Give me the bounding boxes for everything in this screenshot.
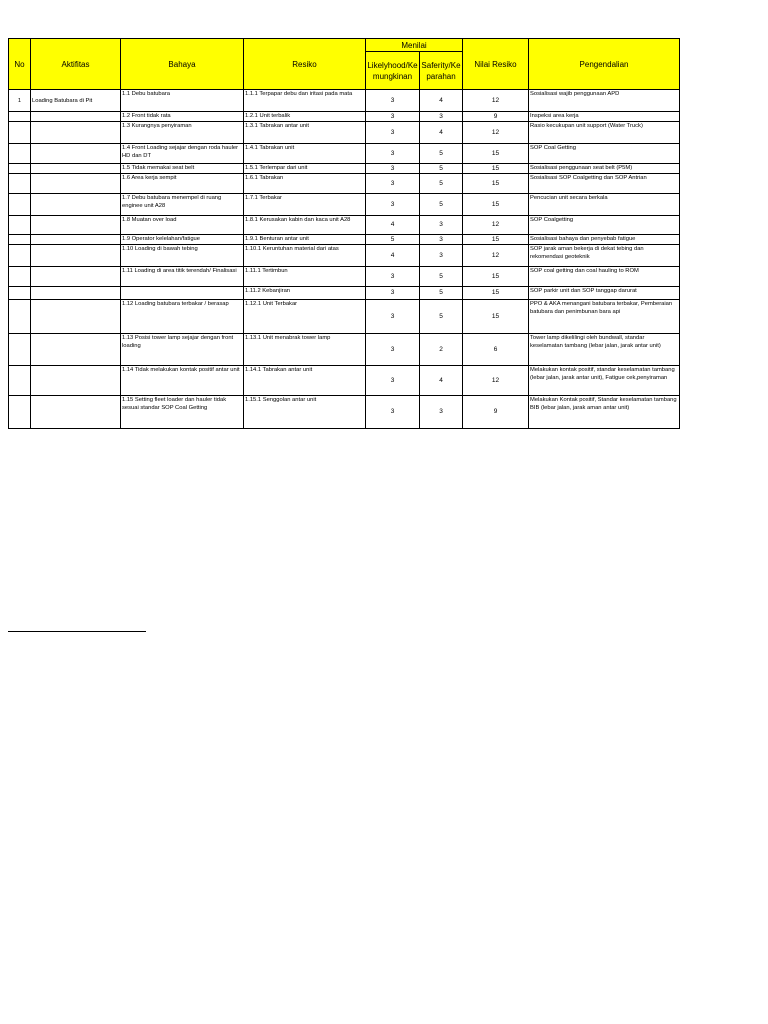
- cell-resiko: 1.14.1 Tabrakan antar unit: [244, 366, 366, 396]
- cell-aktifitas: [31, 174, 121, 194]
- cell-no: [9, 112, 31, 122]
- table-row: [9, 90, 680, 112]
- cell-pengendalian: SOP coal getting dan coal hauling to ROM: [529, 267, 680, 287]
- cell-severity: 3: [420, 216, 463, 235]
- table-body: [9, 90, 680, 429]
- cell-nilai-resiko: 15: [463, 174, 529, 194]
- cell-severity: 4: [420, 366, 463, 396]
- cell-aktifitas: [31, 366, 121, 396]
- cell-aktifitas: [31, 216, 121, 235]
- cell-likelyhood: 4: [366, 216, 420, 235]
- table-row: [9, 144, 680, 164]
- cell-resiko: 1.7.1 Terbakar: [244, 194, 366, 216]
- table-row: [9, 287, 680, 300]
- cell-resiko: 1.11.1 Tertimbun: [244, 267, 366, 287]
- cell-pengendalian: Sosialisasi SOP Coalgetting dan SOP Antrian: [529, 174, 680, 194]
- cell-aktifitas: [31, 122, 121, 144]
- cell-aktifitas: [31, 144, 121, 164]
- cell-likelyhood: 3: [366, 122, 420, 144]
- cell-severity: 3: [420, 396, 463, 429]
- cell-bahaya: 1.14 Tidak melakukan kontak positif antar unit: [121, 366, 244, 396]
- cell-nilai-resiko: 12: [463, 245, 529, 267]
- risk-assessment-table: [8, 38, 680, 429]
- cell-severity: 5: [420, 267, 463, 287]
- cell-nilai-resiko: 15: [463, 194, 529, 216]
- cell-no: [9, 164, 31, 174]
- cell-nilai-resiko: 12: [463, 90, 529, 112]
- cell-resiko: 1.8.1 Kerusakan kabin dan kaca unit A28: [244, 216, 366, 235]
- cell-bahaya: 1.6 Area kerja sempit: [121, 174, 244, 194]
- cell-likelyhood: 3: [366, 90, 420, 112]
- cell-pengendalian: SOP Coalgetting: [529, 216, 680, 235]
- table-row: [9, 122, 680, 144]
- table-row: [9, 334, 680, 366]
- cell-aktifitas: [31, 164, 121, 174]
- cell-aktifitas: [31, 245, 121, 267]
- table-row: [9, 174, 680, 194]
- cell-nilai-resiko: 15: [463, 300, 529, 334]
- table-row: [9, 267, 680, 287]
- cell-aktifitas: Loading Batubara di Pit: [31, 90, 121, 112]
- cell-severity: 3: [420, 235, 463, 245]
- header-pengendalian: Pengendalian: [529, 39, 680, 90]
- header-aktifitas: Aktifitas: [31, 39, 121, 90]
- cell-likelyhood: 3: [366, 144, 420, 164]
- table-row: [9, 396, 680, 429]
- cell-likelyhood: 3: [366, 164, 420, 174]
- cell-severity: 5: [420, 300, 463, 334]
- cell-aktifitas: [31, 267, 121, 287]
- cell-likelyhood: 5: [366, 235, 420, 245]
- cell-resiko: 1.2.1 Unit terbalik: [244, 112, 366, 122]
- cell-likelyhood: 3: [366, 287, 420, 300]
- header-bahaya: Bahaya: [121, 39, 244, 90]
- table-row: [9, 366, 680, 396]
- cell-nilai-resiko: 15: [463, 164, 529, 174]
- cell-resiko: 1.12.1 Unit Terbakar: [244, 300, 366, 334]
- cell-bahaya: 1.8 Muatan over load: [121, 216, 244, 235]
- cell-aktifitas: [31, 194, 121, 216]
- cell-resiko: 1.11.2 Kebanjiran: [244, 287, 366, 300]
- cell-no: [9, 144, 31, 164]
- cell-likelyhood: 3: [366, 334, 420, 366]
- cell-no: [9, 122, 31, 144]
- cell-pengendalian: SOP parkir unit dan SOP tanggap darurat: [529, 287, 680, 300]
- cell-pengendalian: SOP Coal Getting: [529, 144, 680, 164]
- header-menilai: Menilai: [366, 39, 463, 52]
- cell-severity: 4: [420, 122, 463, 144]
- cell-resiko: 1.1.1 Terpapar debu dan iritasi pada mata: [244, 90, 366, 112]
- cell-pengendalian: Melakukan Kontak positif, Standar keselamatan tambang BIB (lebar jalan, jarak aman antar unit): [529, 396, 680, 429]
- cell-no: [9, 245, 31, 267]
- cell-no: [9, 334, 31, 366]
- cell-pengendalian: Rasio kecukupan unit support (Water Truck): [529, 122, 680, 144]
- cell-likelyhood: 3: [366, 174, 420, 194]
- cell-likelyhood: 4: [366, 245, 420, 267]
- cell-severity: 5: [420, 164, 463, 174]
- cell-nilai-resiko: 6: [463, 334, 529, 366]
- cell-likelyhood: 3: [366, 112, 420, 122]
- table-row: [9, 235, 680, 245]
- cell-nilai-resiko: 12: [463, 122, 529, 144]
- header-resiko: Resiko: [244, 39, 366, 90]
- cell-nilai-resiko: 12: [463, 216, 529, 235]
- cell-aktifitas: [31, 287, 121, 300]
- cell-pengendalian: Inspeksi area kerja: [529, 112, 680, 122]
- header-no: No: [9, 39, 31, 90]
- table-row: [9, 194, 680, 216]
- cell-pengendalian: Tower lamp dikelilingi oleh bundwall, standar keselamatan tambang (lebar jalan, jarak antar unit): [529, 334, 680, 366]
- cell-nilai-resiko: 15: [463, 144, 529, 164]
- table-row: [9, 164, 680, 174]
- cell-severity: 5: [420, 144, 463, 164]
- cell-aktifitas: [31, 396, 121, 429]
- table-row: [9, 245, 680, 267]
- table-row: [9, 216, 680, 235]
- cell-severity: 5: [420, 287, 463, 300]
- cell-resiko: 1.13.1 Unit menabrak tower lamp: [244, 334, 366, 366]
- cell-likelyhood: 3: [366, 366, 420, 396]
- cell-severity: 4: [420, 90, 463, 112]
- cell-bahaya: 1.13 Posisi tower lamp sejajar dengan front loading: [121, 334, 244, 366]
- cell-likelyhood: 3: [366, 396, 420, 429]
- cell-bahaya: 1.10 Loading di bawah tebing: [121, 245, 244, 267]
- cell-no: 1: [9, 90, 31, 112]
- table-row: [9, 112, 680, 122]
- cell-severity: 3: [420, 245, 463, 267]
- cell-nilai-resiko: 9: [463, 396, 529, 429]
- cell-bahaya: 1.1 Debu batubara: [121, 90, 244, 112]
- cell-bahaya: 1.7 Debu batubara menempel di ruang enginee unit A28: [121, 194, 244, 216]
- cell-no: [9, 396, 31, 429]
- cell-likelyhood: 3: [366, 267, 420, 287]
- cell-no: [9, 287, 31, 300]
- cell-severity: 5: [420, 194, 463, 216]
- table-row: [9, 300, 680, 334]
- cell-bahaya: 1.15 Setting fleet loader dan hauler tidak sesuai standar SOP Coal Getting: [121, 396, 244, 429]
- cell-aktifitas: [31, 300, 121, 334]
- header-nilai-resiko: Nilai Resiko: [463, 39, 529, 90]
- cell-nilai-resiko: 15: [463, 235, 529, 245]
- cell-no: [9, 174, 31, 194]
- cell-resiko: 1.3.1 Tabrakan antar unit: [244, 122, 366, 144]
- cell-aktifitas: [31, 334, 121, 366]
- cell-resiko: 1.10.1 Keruntuhan material dari atas: [244, 245, 366, 267]
- header-likelyhood: Likelyhood/Kemungkinan: [366, 52, 420, 90]
- cell-no: [9, 235, 31, 245]
- cell-likelyhood: 3: [366, 300, 420, 334]
- cell-severity: 5: [420, 174, 463, 194]
- cell-resiko: 1.5.1 Terlempar dari unit: [244, 164, 366, 174]
- cell-pengendalian: SOP jarak aman bekerja di dekat tebing dan rekomendasi geoteknik: [529, 245, 680, 267]
- cell-bahaya: 1.5 Tidak memakai seat belt: [121, 164, 244, 174]
- cell-nilai-resiko: 15: [463, 267, 529, 287]
- cell-aktifitas: [31, 112, 121, 122]
- cell-bahaya: 1.12 Loading batubara terbakar / berasap: [121, 300, 244, 334]
- cell-aktifitas: [31, 235, 121, 245]
- cell-resiko: 1.4.1 Tabrakan unit: [244, 144, 366, 164]
- cell-resiko: 1.15.1 Senggolan antar unit: [244, 396, 366, 429]
- cell-pengendalian: PPO & AKA menangani batubara terbakar, Pemberaian batubara dan penimbunan bara api: [529, 300, 680, 334]
- cell-no: [9, 300, 31, 334]
- cell-no: [9, 194, 31, 216]
- cell-pengendalian: Sosialisasi bahaya dan penyebab fatigue: [529, 235, 680, 245]
- cell-severity: 2: [420, 334, 463, 366]
- cell-no: [9, 267, 31, 287]
- cell-nilai-resiko: 15: [463, 287, 529, 300]
- cell-nilai-resiko: 9: [463, 112, 529, 122]
- cell-bahaya: 1.4 Front Loading sejajar dengan roda hauler HD dan DT: [121, 144, 244, 164]
- cell-resiko: 1.9.1 Benturan antar unit: [244, 235, 366, 245]
- cell-resiko: 1.6.1 Tabrakan: [244, 174, 366, 194]
- cell-bahaya: 1.9 Operator kelelahan/fatigue: [121, 235, 244, 245]
- footnote-divider: [8, 631, 146, 632]
- cell-no: [9, 216, 31, 235]
- cell-pengendalian: Sosialisasi wajib penggunaan APD: [529, 90, 680, 112]
- cell-pengendalian: Sosialisasi penggunaan seat belt (P5M): [529, 164, 680, 174]
- cell-severity: 3: [420, 112, 463, 122]
- cell-bahaya: 1.3 Kurangnya penyiraman: [121, 122, 244, 144]
- header-severity: Saferity/Keparahan: [420, 52, 463, 90]
- cell-no: [9, 366, 31, 396]
- cell-bahaya: 1.2 Front tidak rata: [121, 112, 244, 122]
- cell-pengendalian: Pencucian unit secara berkala: [529, 194, 680, 216]
- cell-bahaya: [121, 287, 244, 300]
- cell-likelyhood: 3: [366, 194, 420, 216]
- cell-pengendalian: Melakukan kontak positif, standar keselamatan tambang (lebar jalan, jarak antar unit), Fatigue cek,penyiraman: [529, 366, 680, 396]
- cell-bahaya: 1.11 Loading di area titik terendah/ Finalisasi: [121, 267, 244, 287]
- cell-nilai-resiko: 12: [463, 366, 529, 396]
